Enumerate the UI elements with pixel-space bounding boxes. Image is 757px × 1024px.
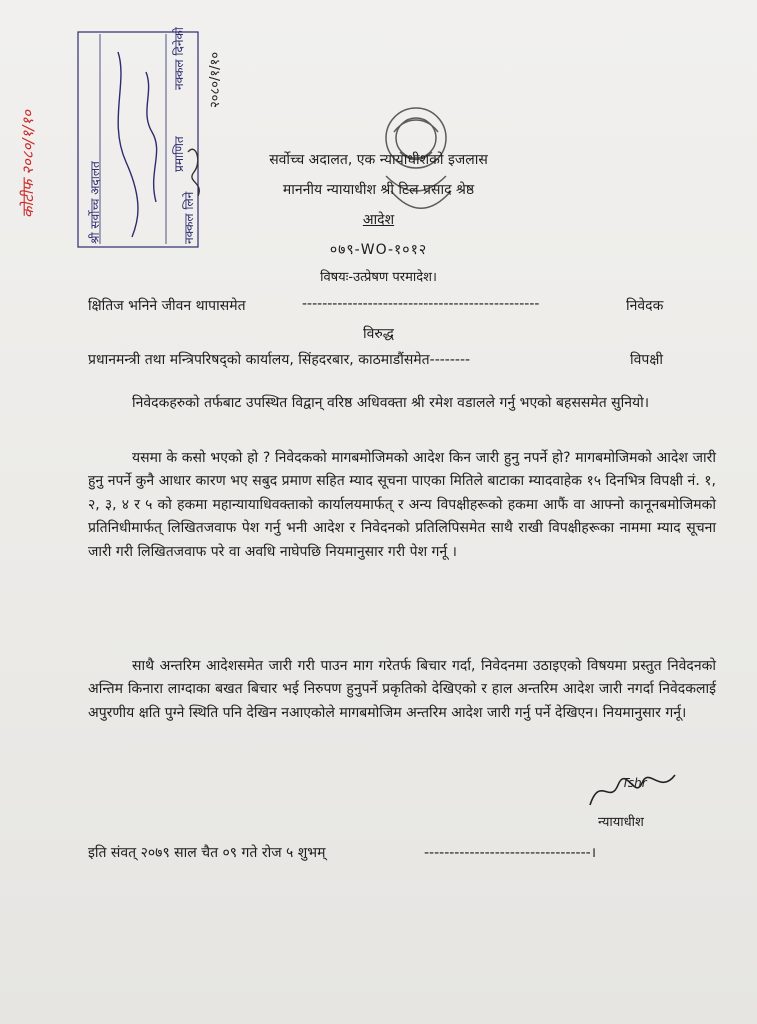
court-bench-heading: सर्वोच्च अदालत, एक न्यायाधीशको इजलास bbox=[269, 152, 488, 168]
judge-role: न्यायाधीश bbox=[598, 815, 644, 830]
paragraph-hearing-text: निवेदकहरुको तर्फबाट उपस्थित विद्वान् वरिष्ठ अधिवक्ता श्री रमेश वडालले गर्नु भएको बहससमेत सुनियो। bbox=[132, 395, 650, 411]
respondent-name: प्रधानमन्त्री तथा मन्त्रिपरिषद्को कार्यालय, सिंहदरबार, काठमाडौंसमेत-------- bbox=[88, 352, 471, 368]
paragraph-show-cause-text: यसमा के कसो भएको हो ? निवेदकको मागबमोजिमको आदेश किन जारी हुनु नपर्ने हो? मागबमोजिमको आदेश जारी हुनु नपर्ने कुनै आधार कारण भए सबुद प्रमाण सहित म्याद सूचना पाएका मितिले बाटाका म्यादवाहेक १५ दिनभित्र विपक्षी नं. १, २, ३, ४ र ५ को हकमा महान्यायाधिवक्ताको कार्यालयमार्फत् र अन्य विपक्षीहरूको हकमा आफैं वा आफ्नो कानूनबमोजिमको प्रतिनिधीमार्फत् लिखितजवाफ पेश गर्नु भनी आदेश र निवेदनको प्रतिलिपिसमेत साथै राखी विपक्षीहरूका नाममा म्याद सूचना जारी गरी लिखितजवाफ परे वा अवधि नाघेपछि नियमानुसार गरी पेश गर्नू । bbox=[88, 450, 716, 560]
judge-signature bbox=[580, 765, 690, 815]
stamp-copy-line-1: नक्कल दिनेको bbox=[172, 27, 186, 90]
signature-mark: Tshr bbox=[622, 776, 647, 790]
paragraph-hearing bbox=[88, 392, 716, 415]
stamp-court-line: श्री सर्वोच्च अदालत bbox=[88, 161, 102, 244]
order-date-line: इति संवत् २०७९ साल चैत ०९ गते रोज ५ शुभम् bbox=[88, 845, 326, 861]
case-number: ०७९-WO-१०१२ bbox=[329, 242, 428, 258]
case-subject: विषयः-उत्प्रेषण परमादेश। bbox=[320, 270, 437, 285]
versus-label: विरुद्ध bbox=[363, 326, 394, 342]
petitioner-role: निवेदक bbox=[626, 298, 664, 314]
paragraph-interim-order bbox=[88, 655, 716, 725]
respondent-role: विपक्षी bbox=[630, 352, 664, 368]
judge-name-heading: माननीय न्यायाधीश श्री टिल प्रसाद श्रेष्ठ bbox=[282, 182, 475, 198]
petitioner-dashes: ----------------------------------------------- bbox=[302, 296, 540, 312]
stamp-copy-line-2: प्रमाणित bbox=[172, 136, 186, 172]
order-date-dashes: ---------------------------------। bbox=[424, 845, 597, 861]
paragraph-interim-order-text: साथै अन्तरिम आदेशसमेत जारी गरी पाउन माग गरेतर्फ बिचार गर्दा, निवेदनमा उठाइएको विषयमा प्रस्तुत निवेदनको अन्तिम किनारा लाग्दाका बखत बिचार भई निरुपण हुनुपर्ने प्रकृतिको देखिएको र हाल अन्तरिम आदेश जारी नगर्दा निवेदकलाई अपुरणीय क्षति पुग्ने स्थिति पनि देखिन नआएकोले मागबमोजिम अन्तरिम आदेश जारी गर्नु पर्ने देखिएन। नियमानुसार गर्नू। bbox=[88, 658, 716, 721]
stamp-handwritten-date: २०८०/१/१० bbox=[208, 51, 223, 108]
order-title: आदेश bbox=[362, 212, 395, 228]
petitioner-name: क्षितिज भनिने जीवन थापासमेत bbox=[88, 298, 246, 314]
paragraph-show-cause bbox=[88, 447, 716, 564]
stamp-copy-line-3: नक्कल लिने bbox=[182, 191, 196, 244]
red-handwritten-note: कोटीफ २०८०/१/१० bbox=[19, 110, 37, 218]
